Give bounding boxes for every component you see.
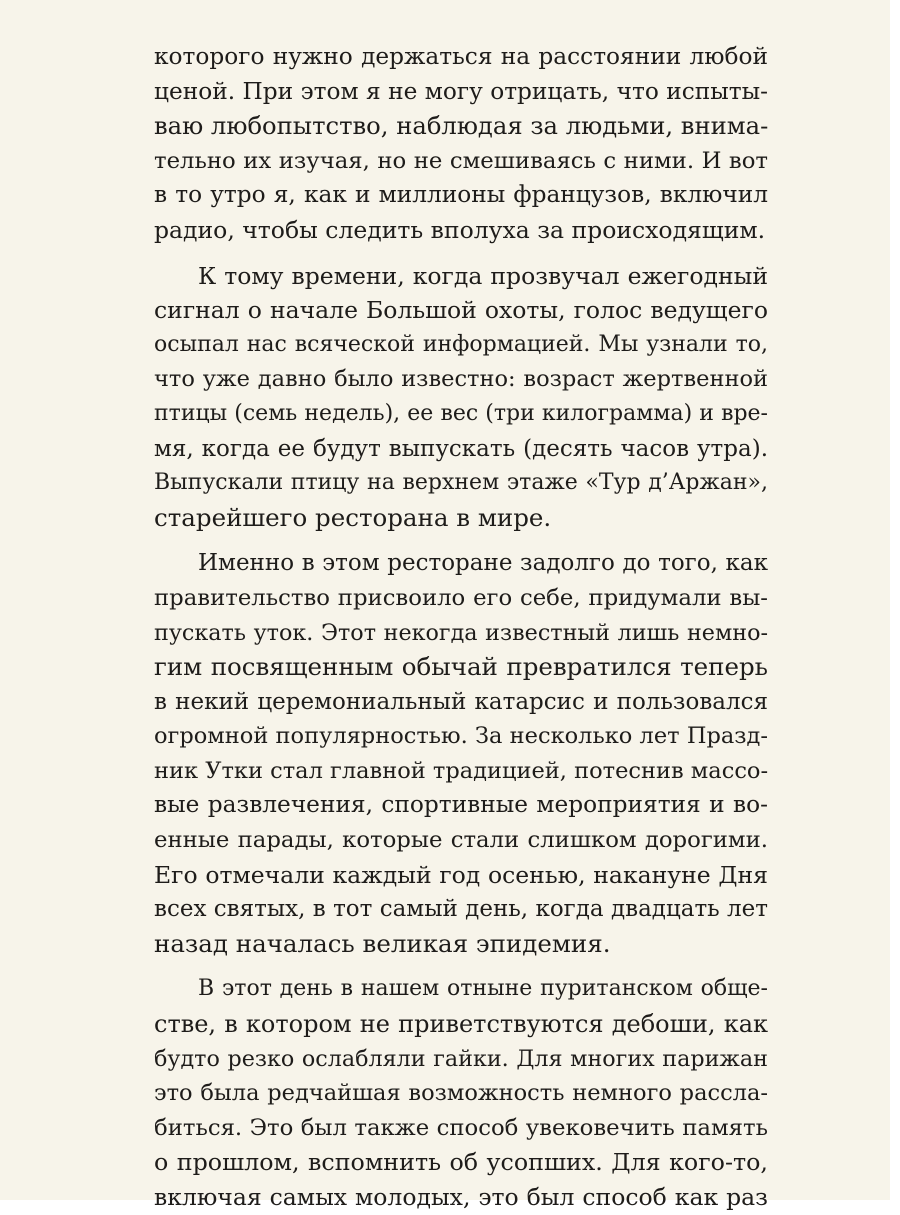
text-line: пускать уток. Этот некогда известный лишь немно- [154, 619, 768, 646]
text-line: гим посвященным обычай превратился теперь [154, 652, 768, 682]
text-line: тельно их изучая, но не смешиваясь с ними. И вот [154, 147, 768, 174]
paragraph [154, 972, 768, 1214]
text-line: стве, в котором не приветствуются дебоши, как [154, 1010, 768, 1039]
text-line: огромной популярностью. За несколько лет Празд- [154, 723, 768, 750]
text-line: в то утро я, как и миллионы французов, включил [154, 181, 768, 209]
text-line: осыпал нас всяческой информацией. Мы узнали то, [154, 331, 768, 357]
text-line: старейшего ресторана в мире. [154, 502, 552, 532]
text-line: в некий церемониальный катарсис и пользовался [154, 688, 768, 715]
text-line: Именно в этом ресторане задолго до того, как [198, 550, 768, 577]
text-line: В этот день в нашем отныне пуританском обще- [198, 976, 768, 1002]
text-line: ваю любопытство, наблюдая за людьми, внима- [154, 111, 769, 141]
body-text [154, 40, 768, 1215]
text-line: будто резко ослабляли гайки. Для многих парижан [154, 1045, 768, 1072]
text-line: ценой. При этом я не могу отрицать, что испыты- [154, 77, 768, 105]
text-line: ник Утки стал главной традицией, потеснив массо- [154, 757, 769, 784]
text-line: вые развлечения, спортивные мероприятия и во- [154, 791, 768, 819]
text-line: мя, когда ее будут выпускать (десять часов утра). [154, 435, 768, 462]
text-line: всех святых, в тот самый день, когда двадцать лет [154, 896, 768, 923]
text-line: биться. Это был также способ увековечить память [154, 1114, 768, 1141]
page-edge [890, 0, 900, 1200]
paragraph [154, 40, 768, 248]
text-line: енные парады, которые стали слишком дорогими. [154, 827, 768, 854]
paragraph [154, 259, 768, 536]
text-line: которого нужно держаться на расстоянии любой [154, 43, 768, 70]
text-line: К тому времени, когда прозвучал ежегодный [198, 261, 768, 290]
text-line: о прошлом, вспомнить об усопших. Для кого-то, [154, 1148, 768, 1177]
text-line: Выпускали птицу на верхнем этаже «Тур д’Аржан», [154, 470, 768, 496]
text-line: правительство присвоило его себе, придумали вы- [154, 584, 768, 611]
text-line: назад началась великая эпидемия. [154, 928, 611, 958]
text-line: радио, чтобы следить вполуха за происходящим. [154, 215, 766, 244]
text-line: это была редчайшая возможность немного рассла- [154, 1080, 768, 1107]
text-line: Его отмечали каждый год осенью, накануне Дня [154, 860, 768, 889]
text-line: что уже давно было известно: возраст жертвенной [154, 366, 768, 393]
text-line: включая самых молодых, это был способ как раз [154, 1183, 768, 1211]
paragraph [154, 546, 768, 961]
text-line: сигнал о начале Большой охоты, голос ведущего [154, 296, 768, 325]
text-line: птицы (семь недель), ее вес (три килограмма) и вре- [154, 400, 768, 426]
